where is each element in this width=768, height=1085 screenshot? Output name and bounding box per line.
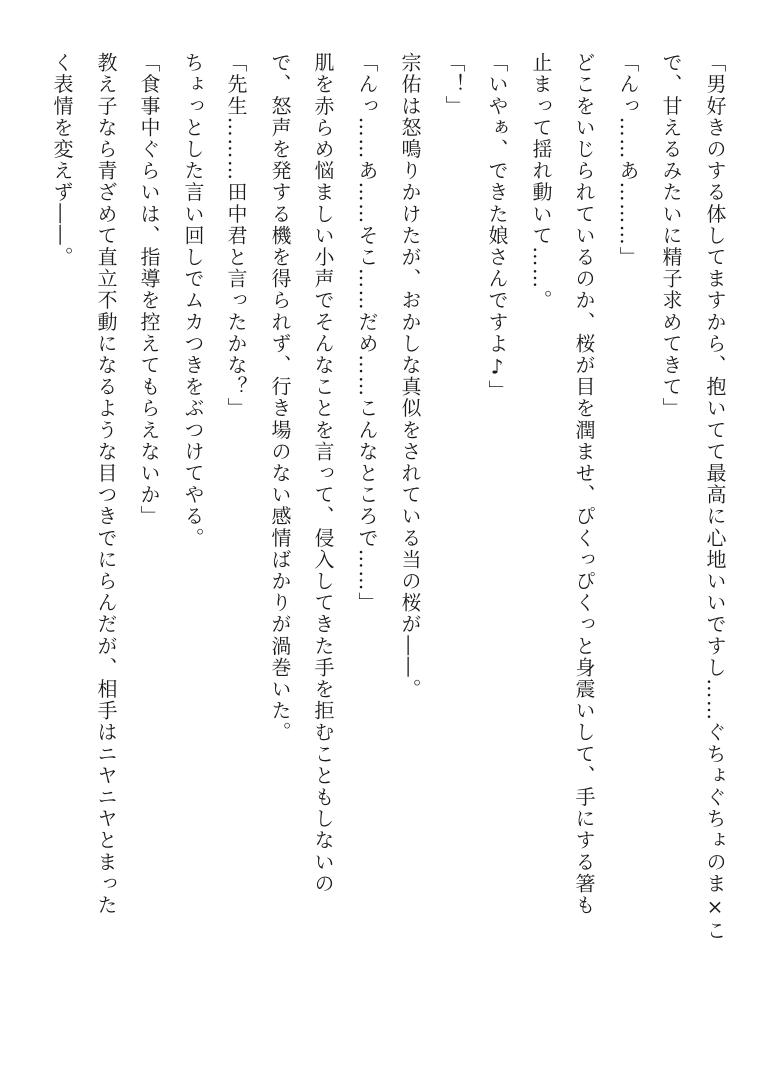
- text-column-5: 止まって揺れ動いて……。: [529, 52, 553, 312]
- text-column-12: 「先生………田中君と言ったかな？」: [224, 52, 248, 420]
- text-column-3: 「んっ……あ………」: [616, 52, 640, 268]
- text-column-14: 「食事中ぐらいは、指導を控えてもらえないか」: [137, 52, 161, 528]
- text-column-1: 「男好きのする体してますから、抱いてて最高に心地いいですし……ぐちょぐちょのま×こ: [703, 52, 727, 942]
- text-column-7: 「！」: [442, 52, 466, 117]
- text-column-4: どこをいじられているのか、桜が目を潤ませ、ぴくっぴくっと身震いして、手にする箸も: [572, 52, 596, 916]
- text-column-6: 「いやぁ、できた娘さんですよ♪」: [485, 52, 509, 402]
- text-column-9: 「んっ……あ……そこ……だめ……こんなところで……」: [355, 52, 379, 614]
- text-column-8: 宗佑は怒鳴りかけたが、おかしな真似をされている当の桜が――。: [398, 52, 422, 700]
- text-column-10: 肌を赤らめ悩ましい小声でそんなことを言って、侵入してきた手を拒むこともしないの: [311, 52, 335, 895]
- text-column-13: ちょっとした言い回しでムカつきをぶつけてやる。: [181, 52, 205, 549]
- text-column-2: で、甘えるみたいに精子求めてきて」: [659, 52, 683, 420]
- text-column-15: 教え子なら青ざめて直立不動になるような目つきでにらんだが、相手はニヤニヤとまった: [94, 52, 118, 916]
- text-column-16: く表情を変えず――。: [50, 52, 74, 268]
- text-column-11: で、怒声を発する機を得られず、行き場のない感情ばかりが渦巻いた。: [268, 52, 292, 744]
